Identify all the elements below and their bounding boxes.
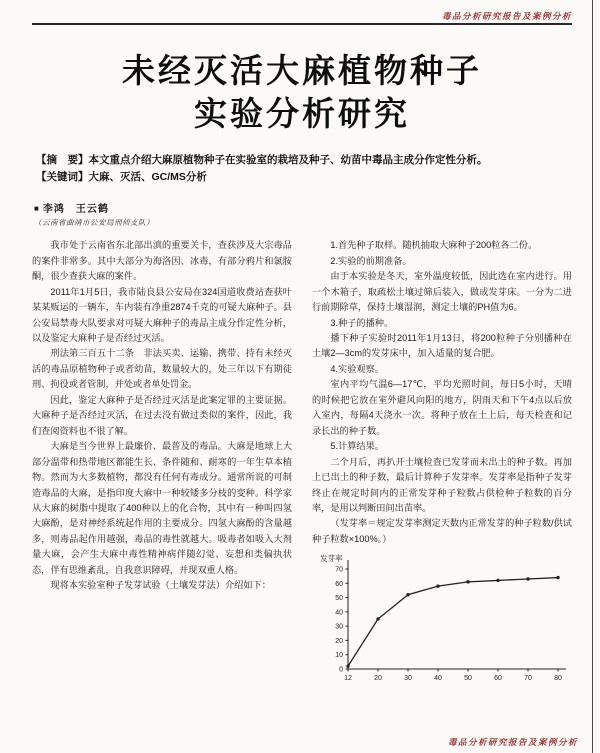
article-title (32, 49, 572, 136)
svg-text:30: 30 (335, 623, 343, 631)
journal-section-footer: 毒品分析研究报告及案例分析 (447, 737, 578, 747)
svg-text:40: 40 (335, 609, 343, 617)
svg-text:20: 20 (335, 638, 343, 646)
body-paragraph: 3.种子的播种。 (330, 317, 394, 328)
svg-text:50: 50 (335, 595, 343, 603)
body-paragraph: 播下种子实验时2011年1月13日，将200粒种子分别播种在土壤2—3cm的发芽床中，加入适量的复合肥。 (312, 333, 572, 359)
svg-text:50: 50 (464, 675, 472, 683)
svg-text:70: 70 (524, 675, 532, 683)
body-paragraph: 我市处于云南省东北部出滇的重要关卡，查获涉及大宗毒品的案件非常多。其中大部分为海洛因、冰毒，有部分鸦片和氯胺酮，很少查获大麻的案件。 (32, 240, 292, 282)
svg-text:30: 30 (404, 675, 412, 683)
body-paragraph: 由于本实验是冬天，室外温度较低，因此选在室内进行。用一个木箱子，取疏松土壤过筛后装入，做成发芽床。一分为二进行前期除草，保持土壤湿润，测定土壤的PH值为6。 (312, 271, 572, 313)
svg-text:发芽率: 发芽率 (320, 554, 343, 564)
body-paragraph: 2.实验的前期准备。 (330, 255, 412, 266)
keywords-text: 大麻、灭活、GC/MS分析 (88, 171, 207, 184)
author-bullet-icon: ■ (34, 204, 40, 214)
body-paragraph: 5.计算结果。 (330, 441, 384, 452)
keywords-label: 【关键词】 (36, 171, 89, 184)
body-paragraph: 1.首先种子取样。随机抽取大麻种子200粒各二份。 (330, 240, 538, 251)
body-paragraph: （发芽率＝规定发芽率测定天数内正常发芽的种子粒数/供试种子粒数×100%。） (312, 518, 572, 544)
body-paragraph: 因此，鉴定大麻种子是否经过灭活是此案定罪的主要证据。大麻种子是否经过灭活，在过去没有做过类似的案件，因此，我们查阅资料也不很了解。 (32, 394, 292, 436)
body-paragraph: 2011年1月5日，我市陆良县公安局在324国道收费站查获叶某某贩运的一辆车，车内装有净重2874千克的可疑大麻种子。县公安局禁毒大队要求对可疑大麻种子的毒品主成分作定性分析，以及鉴定大麻种子是否经过灭活。 (32, 286, 292, 343)
abstract-block (36, 152, 568, 188)
svg-text:40: 40 (434, 675, 442, 683)
page-footer (448, 732, 578, 750)
line-chart-svg (318, 553, 568, 685)
svg-text:12: 12 (344, 675, 352, 683)
svg-text:60: 60 (494, 675, 502, 683)
body-paragraph: 室内平均气温6—17℃，平均光照时间，每日5小时，天晴的时候把它放在室外避风向阳的地方，阴雨天和下午4点以后放入室内，每隔4天浇水一次。将种子放在土上后，每天检查和记录长出的种子数。 (312, 379, 572, 436)
body-paragraph: 大麻是当今世界上最廉价、最普及的毒品。大麻是地球上大部分温带和热带地区都能生长、条件随和、耐寒的一年生草本植物。然而为大多数植物，都没有任何有毒成分。通常所说的可制造毒品的大麻，是指印度大麻中一种较矮多分枝的变种。科学家从大麻的树脂中提取了400种以上的化合物，其中有一种叫四氢大麻酚，是对神经系统起作用的主要成分。四氢大麻酚的含量越多，则毒品起作用越强，毒品的毒性就越大。吸毒者如吸入大剂量大麻，会产生大麻中毒性精神病伴随幻觉、妄想和类偏执状态，伴有思维紊乱，自我意识障碍，并现双重人格。 (32, 441, 292, 575)
svg-text:20: 20 (374, 675, 382, 683)
abstract-label: 【摘 要】 (36, 153, 89, 166)
svg-text:80: 80 (554, 675, 562, 683)
journal-section-header: 毒品分析研究报告及案例分析 (441, 11, 572, 21)
scan-edge-line (592, 0, 593, 753)
keywords-line (36, 169, 568, 187)
header-divider-line (32, 23, 572, 25)
body-paragraph: 刑法第三百五十二条 非法买卖、运输、携带、持有未经灭活的毒品原植物种子或者幼苗，数量较大的，处三年以下有期徒刑、拘役或者管制，并处或者单处罚金。 (32, 348, 292, 390)
title-line-1: 未经灭活大麻植物种子 (122, 51, 482, 89)
article-body (32, 238, 572, 691)
body-paragraph: 二个月后，再扒开土壤检查已发芽而未出土的种子数。再加上已出土的种子数，最后计算种子发芽率。发芽率是指种子发芽终止在规定时间内的正常发芽种子粒数占供检种子粒数的百分率，是用以判断田间出苗率。 (312, 456, 572, 513)
svg-text:10: 10 (335, 652, 343, 660)
page-header (32, 6, 572, 21)
abstract-line (36, 152, 568, 170)
svg-text:70: 70 (335, 566, 343, 574)
svg-text:0: 0 (339, 666, 343, 674)
svg-text:60: 60 (335, 581, 343, 589)
author-names (34, 200, 572, 215)
authors-text: 李鸿 王云鹤 (42, 204, 109, 216)
body-paragraph: 现将本实验室种子发芽试验（土壤发芽法）介绍如下： (50, 580, 271, 591)
body-paragraph: 4.实验观察。 (330, 363, 384, 374)
author-affiliation: （云南省曲靖市公安局刑侦支队） (34, 218, 154, 228)
authors-block (34, 200, 572, 228)
right-column (312, 238, 572, 691)
title-line-2: 实验分析研究 (194, 95, 410, 133)
germination-rate-chart (318, 553, 572, 690)
abstract-text: 本文重点介绍大麻原植物种子在实验室的栽培及种子、幼苗中毒品主成分作定性分析。 (88, 153, 488, 166)
left-column (32, 238, 292, 593)
